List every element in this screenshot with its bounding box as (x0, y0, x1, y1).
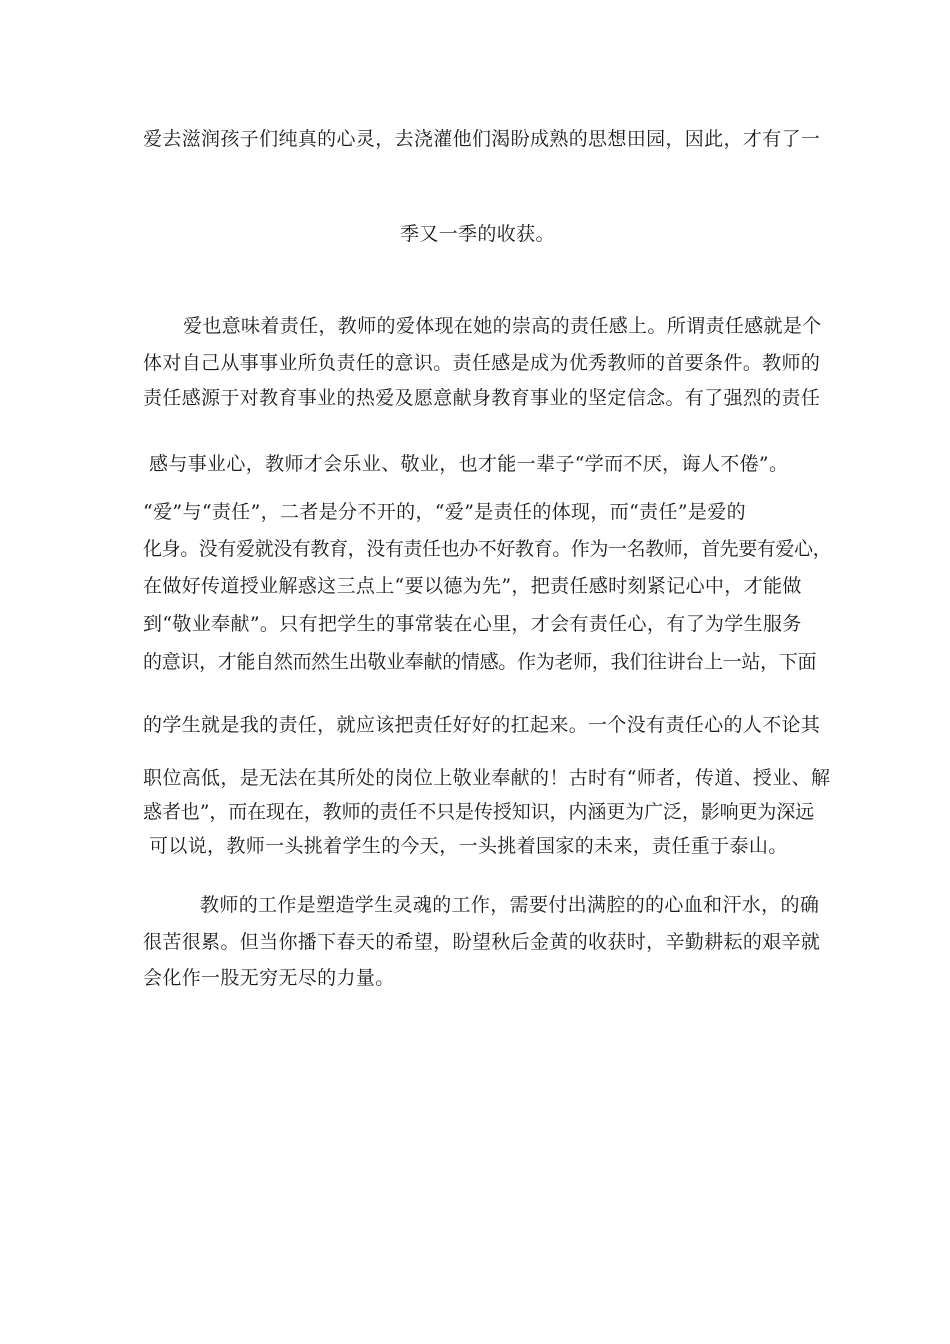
text-line: 爱去滋润孩子们纯真的心灵，去浇灌他们渴盼成熟的思想田园，因此，才有了一 (143, 128, 821, 150)
text-line: 在做好传道授业解惑这三点上“要以德为先”，把责任感时刻紧记心中，才能做 (143, 575, 802, 597)
text-line: 很苦很累。但当你播下春天的希望，盼望秋后金黄的收获时，辛勤耕耘的艰辛就 (143, 931, 821, 953)
text-line: 体对自己从事事业所负责任的意识。责任感是成为优秀教师的首要条件。教师的 (143, 352, 821, 374)
text-line: 感与事业心，教师才会乐业、敬业，也才能一辈子“学而不厌，诲人不倦”。 (149, 453, 789, 475)
text-line: 惑者也”，而在现在，教师的责任不只是传授知识，内涵更为广泛，影响更为深远 (143, 801, 815, 823)
text-line: 化身。没有爱就没有教育，没有责任也办不好教育。作为一名教师，首先要有爱心， (143, 538, 832, 560)
text-line: “爱”与“责任”，二者是分不开的，“爱”是责任的体现，而“责任”是爱的 (143, 501, 746, 523)
text-line: 责任感源于对教育事业的热爱及愿意献身教育事业的坚定信念。有了强烈的责任 (143, 387, 821, 409)
text-line: 职位高低，是无法在其所处的岗位上敬业奉献的！古时有“师者，传道、授业、解 (143, 767, 831, 789)
text-line: 的学生就是我的责任，就应该把责任好好的扛起来。一个没有责任心的人不论其 (143, 714, 821, 736)
text-line: 季又一季的收获。 (400, 223, 555, 245)
text-line: 会化作一股无穷无尽的力量。 (143, 967, 395, 989)
text-line: 可以说，教师一头挑着学生的今天，一头挑着国家的未来，责任重于泰山。 (149, 835, 788, 857)
text-line: 的意识，才能自然而然生出敬业奉献的情感。作为老师，我们往讲台上一站，下面 (143, 651, 817, 673)
text-line: 到“敬业奉献”。只有把学生的事常装在心里，才会有责任心，有了为学生服务 (143, 613, 802, 635)
text-line: 教师的工作是塑造学生灵魂的工作，需要付出满腔的的心血和汗水，的确 (200, 894, 820, 916)
text-line: 爱也意味着责任，教师的爱体现在她的崇高的责任感上。所谓责任感就是个 (183, 315, 822, 337)
